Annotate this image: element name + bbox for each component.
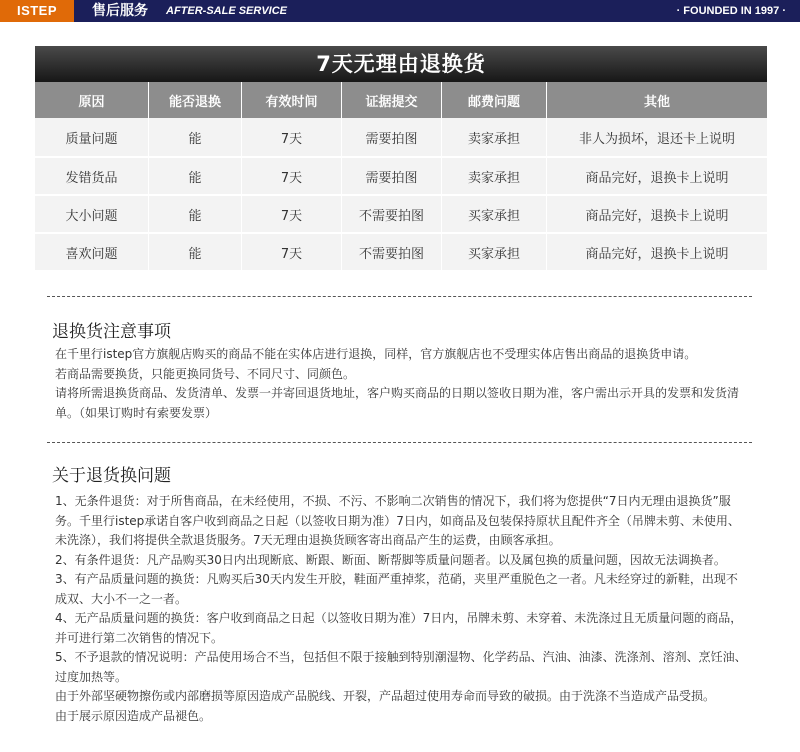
table-cell: 需要拍图: [342, 158, 442, 194]
about-line: 由于外部坚硬物擦伤或内部磨损等原因造成产品脱线、开裂，产品超过使用寿命而导致的破损。由于洗涤不当造成产品受损。: [55, 689, 716, 703]
column-header: 有效时间: [242, 82, 342, 118]
table-cell: 7天: [242, 118, 342, 156]
banner-title-en: AFTER-SALE SERVICE: [166, 5, 288, 17]
about-line: 过度加热等。: [55, 669, 128, 684]
founded-note: · FOUNDED IN 1997 ·: [676, 5, 786, 17]
about-line: 5、不予退款的情况说明：产品使用场合不当，包括但不限于接触到特别潮湿物、化学药品、汽油、油漆、洗涤剂、溶剂、烹饪油、: [55, 650, 747, 664]
section-divider: [47, 296, 752, 297]
top-banner: [0, 0, 800, 22]
return-policy-table: [35, 46, 767, 270]
table-row: [35, 156, 767, 194]
about-line: 由于展示原因造成产品褪色。: [55, 708, 212, 723]
table-cell: 质量问题: [35, 118, 149, 156]
table-cell: 能: [149, 158, 242, 194]
about-section-title: 关于退货换问题: [52, 466, 171, 486]
table-row: [35, 232, 767, 270]
banner-title-cn: 售后服务: [92, 3, 148, 19]
table-header-row: [35, 82, 767, 118]
about-line: 未洗涤），我们将提供全款退货服务。7天无理由退换货顾客寄出商品产生的运费，由顾客承担。: [55, 533, 561, 547]
about-line: 1、无条件退货：对于所售商品，在未经使用，不损、不污、不影响二次销售的情况下，我们将为您提供“7日内无理由退换货”服: [55, 494, 731, 508]
column-header: 邮费问题: [442, 82, 547, 118]
table-title: 7天无理由退换货: [35, 46, 767, 82]
about-line: 2、有条件退货：凡产品购买30日内出现断底、断跟、断面、断帮脚等质量问题者。以及属包换的质量问题，因故无法调换者。: [55, 552, 726, 567]
notice-section-title: 退换货注意事项: [52, 322, 171, 342]
table-cell: 商品完好，退换卡上说明: [585, 170, 729, 186]
about-line: 3、有产品质量问题的换货：凡购买后30天内发生开胶，鞋面严重掉浆，范硝，夹里严重脱色之一者。凡未经穿过的新鞋，出现不: [55, 572, 738, 586]
about-line: 4、无产品质量问题的换货：客户收到商品之日起（以签收日期为准）7日内，吊牌未剪、未穿着、未洗涤过且无质量问题的商品，: [55, 611, 743, 625]
table-cell: 能: [149, 234, 242, 270]
about-text: [55, 492, 755, 726]
notice-line: 若商品需要换货，只能更换同货号、不同尺寸、同颜色。: [55, 366, 356, 381]
notice-text: [55, 345, 755, 423]
column-header: 证据提交: [342, 82, 442, 118]
notice-line: 单。（如果订购时有索要发票）: [55, 405, 218, 420]
table-cell: 不需要拍图: [342, 234, 442, 270]
about-line: 务。千里行istep承诺自客户收到商品之日起（以签收日期为准）7日内，如商品及包装保持原状且配件齐全（吊牌未剪、未使用、: [55, 513, 740, 528]
table-cell: 买家承担: [442, 196, 547, 232]
table-cell: 非人为损坏，退还卡上说明: [578, 131, 735, 147]
table-cell: 发错货品: [35, 158, 149, 194]
table-row: [35, 118, 767, 156]
column-header: 能否退换: [149, 82, 242, 118]
table-row: [35, 194, 767, 232]
column-header: 原因: [35, 82, 149, 118]
table-cell: 7天: [242, 196, 342, 232]
notice-line: 在千里行istep官方旗舰店购买的商品不能在实体店进行退换，同样，官方旗舰店也不受理实体店售出商品的退换货申请。: [55, 347, 697, 361]
table-cell: 能: [149, 118, 242, 156]
table-cell: 买家承担: [442, 234, 547, 270]
table-cell: 7天: [242, 234, 342, 270]
about-line: 并可进行第二次销售的情况下。: [55, 630, 224, 645]
table-cell: 卖家承担: [442, 118, 547, 156]
table-cell: 能: [149, 196, 242, 232]
table-cell: 大小问题: [35, 196, 149, 232]
table-cell: 商品完好，退换卡上说明: [585, 246, 729, 262]
section-divider: [47, 442, 752, 443]
table-cell: 不需要拍图: [342, 196, 442, 232]
table-cell: 需要拍图: [342, 118, 442, 156]
brand-logo[interactable]: ISTEP: [0, 0, 74, 22]
table-cell: 7天: [242, 158, 342, 194]
table-cell: 商品完好，退换卡上说明: [585, 208, 729, 224]
about-line: 成双、大小不一之一者。: [55, 591, 188, 606]
notice-line: 请将所需退换货商品、发货清单、发票一并寄回退货地址，客户购买商品的日期以签收日期为准，客户需出示开具的发票和发货清: [55, 386, 740, 400]
table-cell: 喜欢问题: [35, 234, 149, 270]
table-cell: 卖家承担: [442, 158, 547, 194]
column-header: 其他: [643, 94, 670, 110]
